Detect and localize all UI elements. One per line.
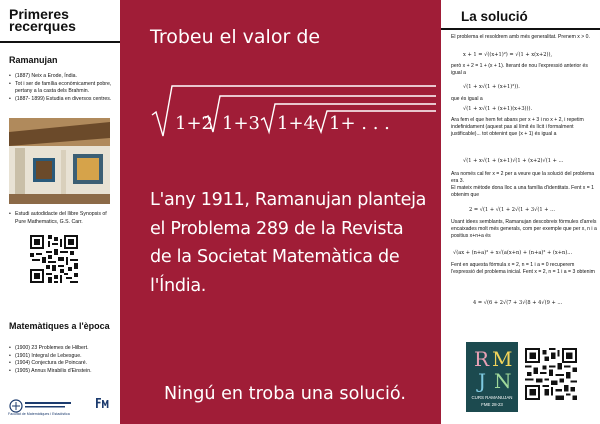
solution-text: Ara fem el que hem fet abans per x + 3 i no x + 2, i repetim indefinidament (aquest pas al límit és lícit i formalment justificable)... tot obtenint que (x + 1) és igual a xyxy=(451,117,584,137)
title-line-2: recerques xyxy=(9,18,76,34)
photo-caption-list xyxy=(9,211,113,226)
badge-letter: M xyxy=(492,347,513,371)
formula-term: 1+2 xyxy=(175,113,213,134)
solution-equation: 4 = √(6 + 2√(7 + 3√(8 + 4√(9 + ... xyxy=(473,300,563,306)
solution-text: Fent en aquesta fórmula x = 2, n = 1 i a = 0 recuperem l'expressió del problema inicial. Fent x = 2, n = 1 i a = 3 obtenim xyxy=(451,262,595,275)
title-divider xyxy=(0,41,120,43)
solution-text: El problema el resoldrem amb més generalitat. Prenem x > 0. xyxy=(451,34,590,40)
solution-equation: √(1 + x√(1 + (x+1)²)). xyxy=(463,84,520,90)
history-paragraph: L'any 1911, Ramanujan planteja el Problema 289 de la Revista de la Societat Matemàtica de l'Índia. xyxy=(150,190,427,296)
badge-letter: N xyxy=(494,369,512,393)
badge-letter: R xyxy=(474,347,490,371)
closing-line: Ningú en troba una solució. xyxy=(164,384,406,404)
bullet-item: • (1901) Integral de Lebesgue. xyxy=(9,353,113,361)
curs-ramanujan-badge xyxy=(466,342,518,412)
solution-text: Ara només cal fer x = 2 per a veure que la solució del problema era 3. xyxy=(451,171,595,184)
bullet-item: • (1887) Neix a Erode, Índia. xyxy=(9,73,113,81)
ramanujan-house-photo xyxy=(9,118,110,204)
solution-title: La solució xyxy=(461,9,528,24)
solution-equation: √(1 + x√(1 + (x+1)√(1 + (x+2)√(1 + ... xyxy=(463,158,564,164)
problem-panel xyxy=(120,0,441,424)
bullet-item: • Tot i ser de família econòmicament pobre, pertany a la casta dels Brahmin. xyxy=(9,81,113,96)
bullet-item: • (1900) 23 Problemes de Hilbert. xyxy=(9,345,113,353)
solution-text: Usant idees semblants, Ramanujan descobreix fórmules d'arrels encaixades molt més generals, com per exemple que per x, n i a positius x+n+a és xyxy=(451,219,597,239)
solution-equation: x + 1 = √((x+1)²) = √(1 + x(x+2)), xyxy=(463,52,553,58)
section-title-ramanujan: Ramanujan xyxy=(9,55,58,65)
solution-equation: √(1 + x√(1 + (x+1)(x+3))). xyxy=(463,106,533,112)
fme-logo-icon xyxy=(94,396,112,412)
solution-equation: 2 = √(1 + √(1 + 2√(1 + 3√(1 + ... xyxy=(469,207,556,213)
title-line-1: Primeres xyxy=(9,6,69,22)
poster-title xyxy=(9,8,76,32)
bullet-item: • (1887- 1899) Estudia en diversos centres. xyxy=(9,96,113,104)
solution-text: que és igual a xyxy=(451,96,483,102)
section-title-maths: Matemàtiques a l'època xyxy=(9,321,110,331)
badge-line: CURS RAMANUJAN xyxy=(471,395,513,400)
problem-prompt: Trobeu el valor de xyxy=(150,26,321,48)
ramanujan-bullets xyxy=(9,73,113,103)
bullet-item: • (1905) Annus Mirabilis d'Einstein. xyxy=(9,368,113,376)
solution-column xyxy=(441,0,600,424)
solution-divider xyxy=(441,28,600,30)
solution-text: però x + 2 = 1 + (x + 1). Iterant de nou l'expressió anterior és igual a xyxy=(451,63,588,76)
photo-caption: • Estudi autodidacte del llibre Synopsis of Pure Mathematics, G.S. Carr. xyxy=(9,211,113,226)
faculty-label: Facultat de Matemàtiques i Estadística xyxy=(8,412,70,416)
maths-era-bullets xyxy=(9,345,113,375)
university-logo xyxy=(8,398,88,418)
qr-code-icon xyxy=(30,235,78,283)
qr-code-icon xyxy=(525,348,577,400)
formula-term: 1+ . . . xyxy=(329,113,390,134)
nested-radical-formula xyxy=(148,82,438,140)
badge-letter: J xyxy=(478,369,487,393)
solution-equation: √(ax + (n+a)² + x√(a(x+n) + (n+a)² + (x+n)... xyxy=(453,250,573,256)
left-column xyxy=(0,0,120,424)
bullet-item: • (1904) Conjectura de Poincaré. xyxy=(9,360,113,368)
formula-term: 1+3 xyxy=(222,113,260,134)
solution-text: El mateix mètode dona lloc a una família d'identitats. Fent x = 1 obtenim que xyxy=(451,185,594,198)
formula-term: 1+4 xyxy=(277,113,315,134)
badge-line: FME 28-23 xyxy=(481,402,503,407)
